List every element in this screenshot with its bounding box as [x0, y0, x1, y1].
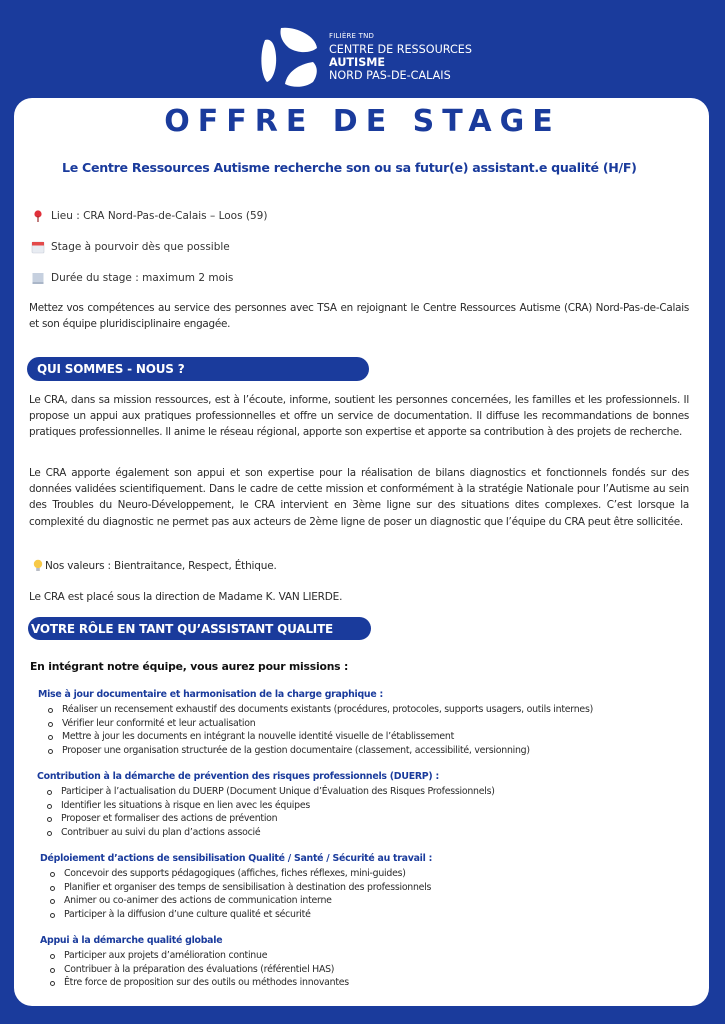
map-pin-icon [31, 209, 45, 223]
mission-item: Mettre à jour les documents en intégrant la nouvelle identité visuelle de l’établissement [48, 730, 593, 744]
about-paragraph-2: Le CRA apporte également son appui et son expertise pour la réalisation de bilans diagnostics et fonctionnels fondés sur des données validées scientifiquement. Dans le cadre de cette mission et conformément à la stratégie Nationale pour l’Autisme au sein des Troubles du Neuro-Développement, le CRA intervient en 3ème ligne sur des situations dites complexes. C’est lorsque la complexité du diagnostic ne permet pas aux acteurs de 2ème ligne de poser un diagnostic que l’équipe du CRA peut être sollicitée. [29, 467, 689, 528]
mission-group [38, 689, 593, 758]
mission-group [40, 853, 432, 922]
mission-item: Réaliser un recensement exhaustif des documents existants (procédures, protocoles, supports usagers, outils internes) [48, 703, 593, 717]
mission-group [40, 935, 349, 990]
logo-icon [259, 26, 323, 88]
direction-text: Le CRA est placé sous la direction de Madame K. VAN LIERDE. [29, 591, 343, 603]
info-duration-text: Durée du stage : maximum 2 mois [51, 272, 234, 284]
mission-list [50, 949, 349, 990]
mission-item: Participer aux projets d’amélioration continue [50, 949, 349, 963]
header-banner [0, 0, 725, 98]
logo-text [329, 33, 472, 82]
info-duration [31, 271, 233, 285]
logo-line-centre: CENTRE DE RESSOURCES [329, 43, 472, 56]
direction-line [29, 591, 342, 603]
section-heading-votre-role [28, 617, 371, 640]
mission-item: Proposer et formaliser des actions de prévention [47, 812, 495, 826]
values-line [33, 559, 277, 573]
section-heading-text: VOTRE RÔLE EN TANT QU’ASSISTANT QUALITE [31, 621, 334, 636]
intro-paragraph: Mettez vos compétences au service des personnes avec TSA en rejoignant le Centre Ressources Autisme (CRA) Nord-Pas-de-Calais et son équipe pluridisciplinaire engagée. [29, 302, 689, 331]
about-paragraph-1: Le CRA, dans sa mission ressources, est à l’écoute, informe, soutient les personnes concernées, les familles et les professionnels. Il propose un appui aux pratiques professionnelles et offre un service de documentation. Il diffuse les recommandations de bonnes pratiques professionnelles. Il anime le réseau régional, apporte son expertise et apporte sa contribution à des projets de recherche. [29, 394, 689, 439]
mission-item: Participer à l’actualisation du DUERP (Document Unique d’Évaluation des Risques Professionnels) [47, 785, 495, 799]
notepad-icon [31, 271, 45, 285]
mission-item: Concevoir des supports pédagogiques (affiches, fiches réflexes, mini-guides) [50, 867, 432, 881]
mission-item: Être force de proposition sur des outils ou méthodes innovantes [50, 976, 349, 990]
mission-group-title: Déploiement d’actions de sensibilisation Qualité / Santé / Sécurité au travail : [40, 853, 433, 864]
mission-group [37, 771, 495, 840]
mission-item: Identifier les situations à risque en lien avec les équipes [47, 799, 495, 813]
info-start-date-text: Stage à pourvoir dès que possible [51, 241, 230, 253]
calendar-icon [31, 240, 45, 254]
section-heading-qui-sommes-nous [27, 357, 369, 381]
mission-group-title: Appui à la démarche qualité globale [40, 935, 223, 946]
logo-line-filiere: FILIÈRE TND [329, 32, 375, 40]
mission-item: Animer ou co-animer des actions de communication interne [50, 894, 432, 908]
mission-item: Participer à la diffusion d’une culture qualité et sécurité [50, 908, 432, 922]
lightbulb-icon [33, 559, 43, 573]
mission-group-title: Mise à jour documentaire et harmonisation de la charge graphique : [38, 689, 383, 700]
info-start-date [31, 240, 230, 254]
mission-list [48, 703, 593, 758]
mission-item: Vérifier leur conformité et leur actualisation [48, 717, 593, 731]
mission-list [50, 867, 432, 922]
mission-item: Planifier et organiser des temps de sensibilisation à destination des professionnels [50, 881, 432, 895]
values-text: Nos valeurs : Bientraitance, Respect, Éthique. [45, 560, 277, 572]
info-location-text: Lieu : CRA Nord-Pas-de-Calais – Loos (59) [51, 210, 268, 222]
mission-item: Contribuer à la préparation des évaluations (référentiel HAS) [50, 963, 349, 977]
logo-line-autisme: AUTISME [329, 56, 386, 70]
mission-list [47, 785, 495, 840]
logo-line-region: NORD PAS-DE-CALAIS [329, 69, 451, 83]
mission-item: Contribuer au suivi du plan d’actions associé [47, 826, 495, 840]
page-title: OFFRE DE STAGE [164, 104, 561, 139]
mission-item: Proposer une organisation structurée de la gestion documentaire (classement, accessibilité, versionning) [48, 744, 593, 758]
missions-intro: En intégrant notre équipe, vous aurez pour missions : [30, 660, 349, 673]
info-location [31, 209, 267, 223]
page-subtitle: Le Centre Ressources Autisme recherche son ou sa futur(e) assistant.e qualité (H/F) [62, 160, 637, 175]
mission-group-title: Contribution à la démarche de prévention des risques professionnels (DUERP) : [37, 771, 439, 782]
section-heading-text: QUI SOMMES - NOUS ? [37, 362, 185, 376]
